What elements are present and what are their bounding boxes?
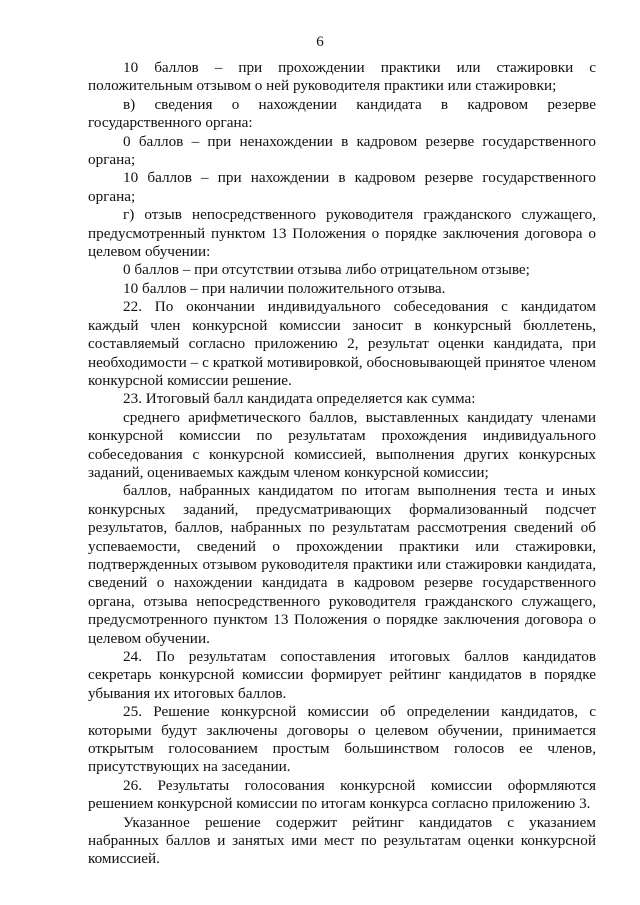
paragraph: 24. По результатам сопоставления итоговых баллов кандидатов секретарь конкурсной комиссии формирует рейтинг кандидатов в порядке убывания их итоговых баллов. [88,648,596,702]
paragraph: 10 баллов – при наличии положительного отзыва. [123,279,446,297]
document-body [88,59,596,869]
paragraph: в) сведения о нахождении кандидата в кадровом резерве государственного органа: [88,95,596,132]
paragraph: 0 баллов – при ненахождении в кадровом резерве государственного органа; [88,132,596,169]
page-number: 6 [316,34,324,50]
paragraph: 26. Результаты голосования конкурсной комиссии оформляются решением конкурсной комиссии по итогам конкурса согласно приложению 3. [88,776,596,813]
paragraph: 10 баллов – при нахождении в кадровом резерве государственного органа; [88,169,596,205]
paragraph: баллов, набранных кандидатом по итогам выполнения теста и иных конкурсных заданий, предусматривающих формализованный подсчет результатов, баллов, набранных по результатам рассмотрения сведений об успеваемости, сведений о прохождении практики или стажировки, подтвержденных отзывом руководителя практики или стажировки кандидата, сведений о нахождении кандидата в кадровом резерве государственного органа, отзыва непосредственного руководителя гражданского служащего, предусмотренного пунктом 13 Положения о порядке заключения договора о целевом обучении. [88,482,596,647]
paragraph: среднего арифметического баллов, выставленных кандидату членами конкурсной комиссии по результатам прохождения индивидуального собеседования с конкурсной комиссией, выполнения других конкурсных заданий, оцениваемых каждым членом конкурсной комиссии; [88,408,596,481]
paragraph: 25. Решение конкурсной комиссии об определении кандидатов, с которыми будут заключены договоры о целевом обучении, принимается открытым голосованием простым большинством голосов ее членов, присутствующих на заседании. [88,703,596,776]
paragraph: 0 баллов – при отсутствии отзыва либо отрицательном отзыве; [123,261,530,279]
paragraph: г) отзыв непосредственного руководителя гражданского служащего, предусмотренный пунктом 13 Положения о порядке заключения договора о целевом обучении: [88,206,596,261]
paragraph: 10 баллов – при прохождении практики или стажировки с положительным отзывом о ней руководителя практики или стажировки; [88,59,596,95]
paragraph: 22. По окончании индивидуального собеседования с кандидатом каждый член конкурсной комиссии заносит в конкурсный бюллетень, составляемый согласно приложению 2, результат оценки кандидата, при необходимости – с краткой мотивировкой, обосновывающей принятое членом конкурсной комиссии решение. [88,298,596,389]
paragraph: 23. Итоговый балл кандидата определяется как сумма: [123,390,476,408]
paragraph: Указанное решение содержит рейтинг кандидатов с указанием набранных баллов и занятых ими мест по результатам оценки конкурсной комиссией. [88,813,596,868]
